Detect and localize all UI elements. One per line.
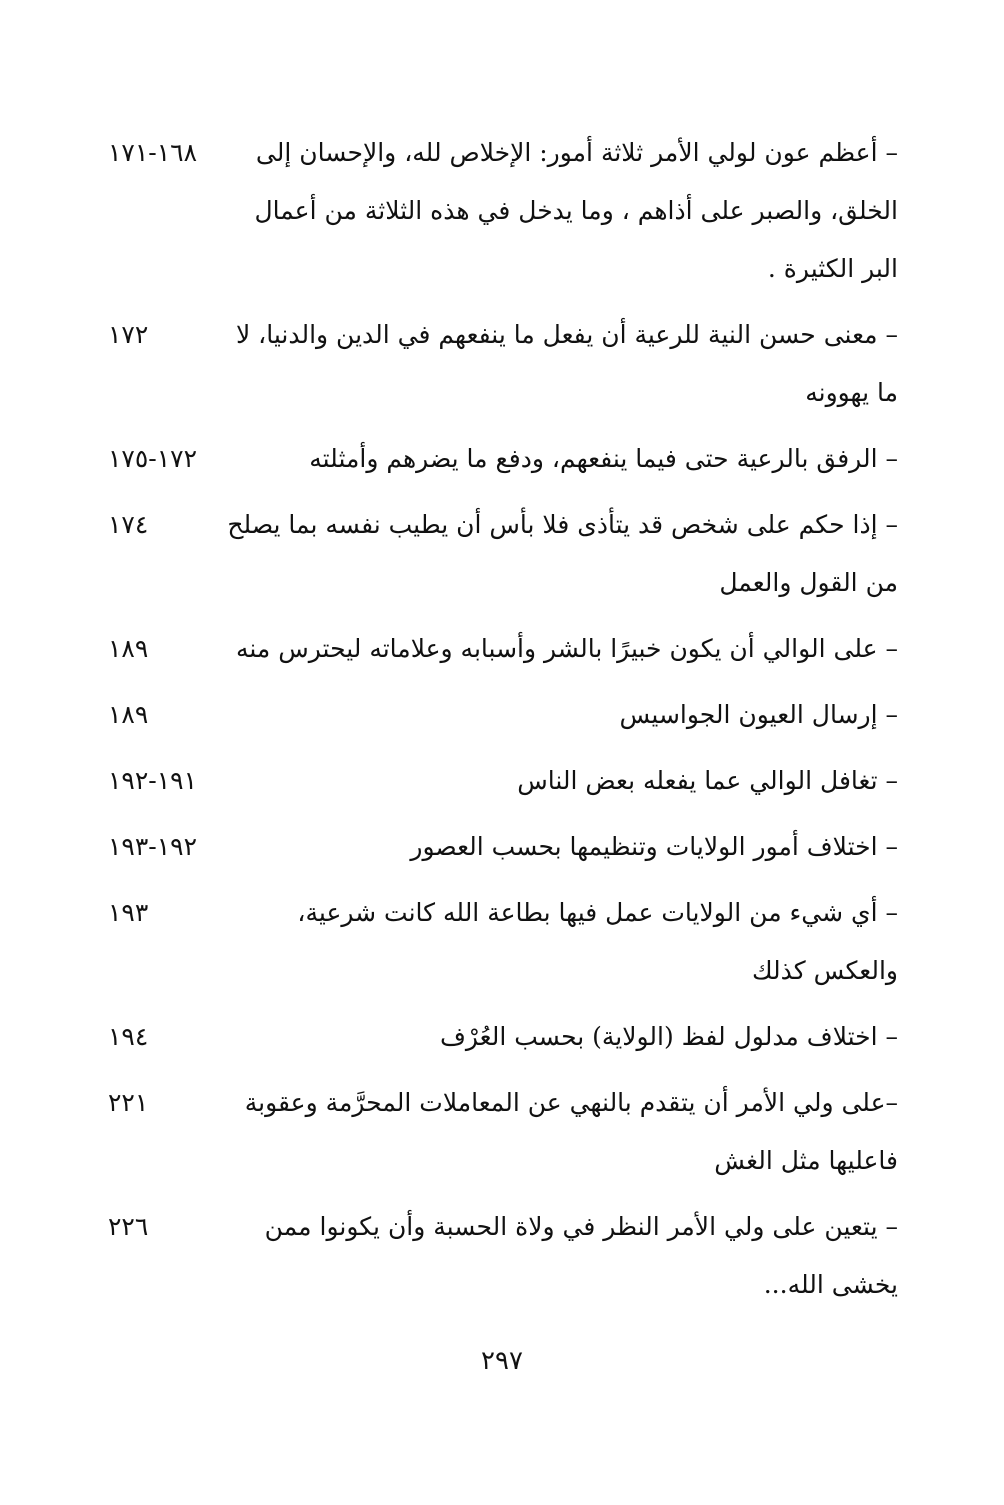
entry-text: – أي شيء من الولايات عمل فيها بطاعة الله كانت شرعية، والعكس كذلك (297, 898, 898, 985)
entry-page-ref: ١٩٢-١٩٣ (108, 832, 198, 861)
entry-text: – الرفق بالرعية حتى فيما ينفعهم، ودفع ما يضرهم وأمثلته (309, 444, 898, 473)
index-entry (108, 496, 898, 612)
index-entry (108, 124, 898, 298)
index-entry (108, 1008, 898, 1066)
entry-text: – تغافل الوالي عما يفعله بعض الناس (517, 766, 898, 795)
index-entry (108, 884, 898, 1000)
entry-page-ref: ٢٢٦ (108, 1212, 149, 1241)
entry-page-ref: ١٦٨-١٧١ (108, 138, 198, 167)
entry-text: – اختلاف مدلول لفظ (الولاية) بحسب العُرْف (439, 1022, 898, 1051)
entry-page-ref: ٢٢١ (108, 1088, 149, 1117)
entry-text: – إرسال العيون الجواسيس (619, 700, 898, 729)
index-entry (108, 818, 898, 876)
entry-page-ref: ١٧٢ (108, 320, 149, 349)
entry-page-ref: ١٩٣ (108, 898, 149, 927)
index-entries (108, 124, 898, 1322)
entry-text: –على ولي الأمر أن يتقدم بالنهي عن المعاملات المحرَّمة وعقوبة فاعليها مثل الغش (244, 1088, 898, 1175)
entry-page-ref: ١٩١-١٩٢ (108, 766, 198, 795)
index-entry (108, 1074, 898, 1190)
index-entry (108, 686, 898, 744)
index-entry (108, 430, 898, 488)
index-entry (108, 306, 898, 422)
entry-text: – أعظم عون لولي الأمر ثلاثة أمور: الإخلاص لله، والإحسان إلى الخلق، والصبر على أذاهم ، وما يدخل في هذه الثلاثة من أعمال البر الكثيرة . (254, 138, 898, 283)
entry-text: – معنى حسن النية للرعية أن يفعل ما ينفعهم في الدين والدنيا، لا ما يهوونه (235, 320, 898, 407)
index-entry (108, 752, 898, 810)
entry-text: – يتعين على ولي الأمر النظر في ولاة الحسبة وأن يكونوا ممن يخشى الله... (264, 1212, 898, 1299)
index-entry (108, 620, 898, 678)
entry-text: – إذا حكم على شخص قد يتأذى فلا بأس أن يطيب نفسه بما يصلح من القول والعمل (227, 510, 898, 597)
page-number: ٢٩٧ (481, 1346, 523, 1376)
entry-page-ref: ١٨٩ (108, 634, 149, 663)
entry-text: – على الوالي أن يكون خبيرًا بالشر وأسبابه وعلاماته ليحترس منه (235, 634, 898, 663)
entry-page-ref: ١٧٤ (108, 510, 149, 539)
entry-page-ref: ١٧٢-١٧٥ (108, 444, 198, 473)
entry-page-ref: ١٨٩ (108, 700, 149, 729)
entry-text: – اختلاف أمور الولايات وتنظيمها بحسب العصور (410, 832, 898, 861)
index-entry (108, 1198, 898, 1314)
entry-page-ref: ١٩٤ (108, 1022, 149, 1051)
